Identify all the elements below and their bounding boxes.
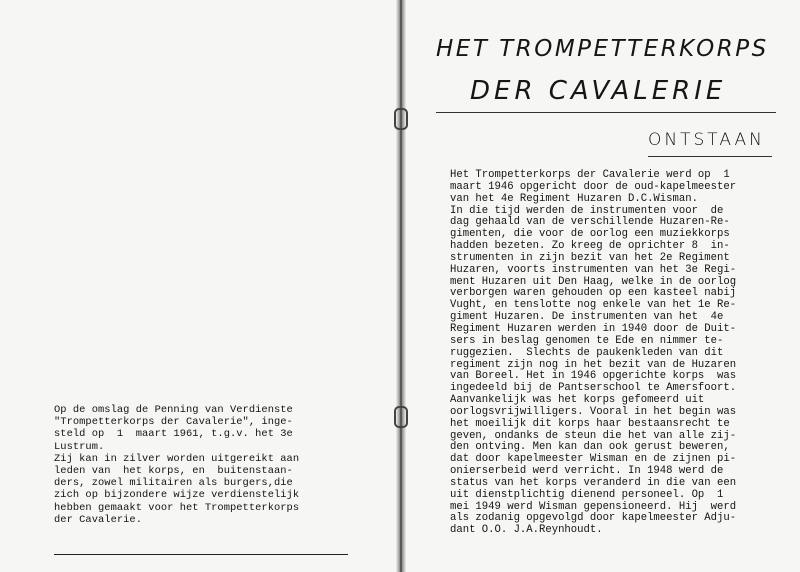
caption-line: Lustrum. xyxy=(54,440,105,453)
body-line: van het 4e Regiment Huzaren D.C.Wisman. xyxy=(450,192,698,205)
body-line: ment Huzaren uit Den Haag, welke in de oorlog xyxy=(450,275,737,288)
body-line: dat door kapelmeester Wisman en de zijnen pi- xyxy=(450,453,737,466)
booklet-spine xyxy=(396,0,406,572)
body-line: verborgen waren gehouden op een kasteel nabij xyxy=(450,287,737,300)
cover-caption xyxy=(54,404,350,526)
body-line: onierserbeid werd verricht. In 1948 werd de xyxy=(450,465,724,478)
caption-line: zich op bijzondere wijze verdienstelijk xyxy=(54,489,300,502)
body-line: Aanvankelijk was het korps gefomeerd uit xyxy=(450,394,705,407)
staple-top xyxy=(394,108,408,130)
body-line: maart 1946 opgericht door de oud-kapelmeester xyxy=(450,180,737,193)
body-line: Vught, en tenslotte nog enkele van het 1e Re- xyxy=(450,299,737,312)
section-heading-underline xyxy=(648,156,772,157)
history-body-text xyxy=(450,170,780,537)
body-line: Het Trompetterkorps der Cavalerie werd op 1 xyxy=(450,169,730,181)
caption-line: steld op 1 maart 1961, t.g.v. het 3e xyxy=(54,428,293,441)
section-heading: ONTSTAAN xyxy=(648,130,765,150)
caption-line: Zij kan in zilver worden uitgereikt aan xyxy=(54,452,300,465)
staple-bottom xyxy=(394,406,408,428)
body-line: sers in beslag genomen te Ede en nimmer te- xyxy=(450,334,724,347)
body-line: oorlogsvrijwilligers. Vooral in het begin was xyxy=(450,405,737,418)
body-line: mei 1949 werd Wisman gepensioneerd. Hij werd xyxy=(450,500,737,513)
caption-line: ders, zowel militairen als burgers,die xyxy=(54,477,293,490)
body-line: Regiment Huzaren werden in 1940 door de Duit- xyxy=(450,322,737,335)
body-line: Huzaren, voorts instrumenten van het 3e Regi- xyxy=(450,263,737,276)
body-line: dag gehaald van de verschillende Huzaren-Re- xyxy=(450,216,730,229)
body-line: van Boreel. Het in 1946 opgerichte korps was xyxy=(450,370,737,383)
body-line: ingedeeld bij de Pantserschool te Amersfoort. xyxy=(450,382,737,395)
caption-line: "Trompetterkorps der Cavalerie", inge- xyxy=(54,416,293,429)
caption-line: hebben gemaakt voor het Trompetterkorps xyxy=(54,501,300,514)
caption-line: leden van het korps, en buitenstaan- xyxy=(54,465,293,478)
body-line: giment Huzaren. De instrumenten van het 4e xyxy=(450,311,724,324)
body-line: strumenten in zijn bezit van het 2e Regiment xyxy=(450,251,730,264)
body-line: uit dienstplichtig dienend personeel. Op 1 xyxy=(450,488,724,501)
body-line: In die tijd werden de instrumenten voor de xyxy=(450,204,724,217)
caption-line: der Cavalerie. xyxy=(54,513,142,526)
title-divider xyxy=(436,112,776,113)
body-line: den ontving. Men kan dan ook gerust beweren, xyxy=(450,441,730,454)
body-line: regiment zijn nog in het bezit van de Huzaren xyxy=(450,358,737,371)
body-line: het moeilijk dit korps haar bestaansrecht te xyxy=(450,417,730,430)
body-line: ruggezien. Slechts de paukenkleden van dit xyxy=(450,346,724,359)
body-line: als zodanig opgevolgd door kapelmeester Adju- xyxy=(450,512,737,525)
caption-line: Op de omslag de Penning van Verdienste xyxy=(54,404,293,416)
caption-divider xyxy=(54,554,348,555)
body-line: geven, ondanks de steun die het van alle zij- xyxy=(450,429,737,442)
body-line: status van het korps veranderd in die van een xyxy=(450,476,737,489)
page-title-line-2: DER CAVALERIE xyxy=(470,76,727,106)
body-line: hadden bezeten. Zo kreeg de oprichter 8 in- xyxy=(450,240,730,253)
page-title-line-1: HET TROMPETTERKORPS xyxy=(436,36,769,62)
body-line: gimenten, die voor de oorlog een muziekkorps xyxy=(450,228,730,241)
body-line: dant O.O. J.A.Reynhoudt. xyxy=(450,524,603,537)
